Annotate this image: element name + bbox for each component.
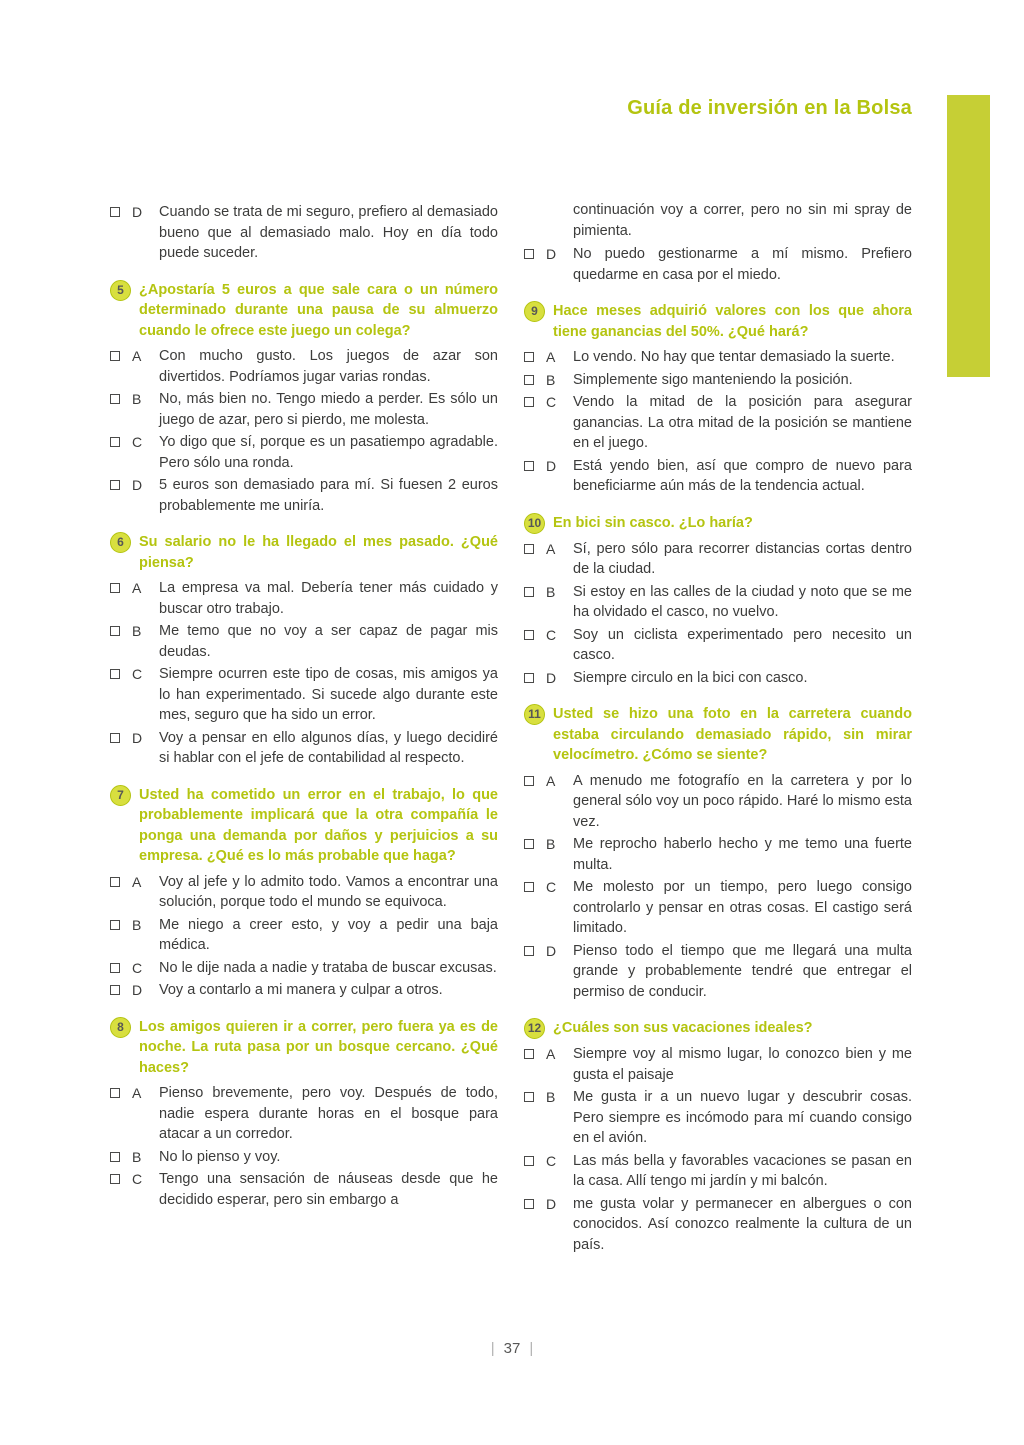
question-header [110, 785, 498, 867]
option-letter: D [132, 982, 143, 998]
option-letter: B [132, 1148, 142, 1165]
option-letter: C [546, 394, 557, 410]
checkbox-icon [524, 544, 534, 554]
content-columns [110, 200, 912, 1257]
option-text: Sí, pero sólo para recorrer distancias cortas dentro de la ciudad. [573, 540, 912, 577]
checkbox-icon [524, 946, 534, 956]
checkbox-icon [110, 207, 120, 217]
option-text: Voy a pensar en ello algunos días, y luego decidiré si hablar con el jefe de contabilidad al respecto. [159, 729, 498, 766]
answer-option [110, 915, 498, 956]
page-number: 37 [503, 1340, 521, 1357]
checkbox-icon [524, 1156, 534, 1166]
option-text: Está yendo bien, así que compro de nuevo para beneficiarme aún más de la tendencia actual. [573, 457, 912, 494]
answer-option [110, 1169, 498, 1210]
right-column [524, 200, 912, 1257]
option-text: Pienso todo el tiempo que me llegará una multa grande y probablemente tendré que entregar el permiso de conducir. [573, 942, 912, 1000]
answer-option [524, 456, 912, 497]
question-number-badge: 8 [110, 1017, 131, 1038]
answer-option [110, 664, 498, 726]
answer-option [524, 244, 912, 285]
answer-option [110, 958, 498, 979]
option-text: Siempre circulo en la bici con casco. [573, 669, 808, 686]
checkbox-icon [110, 733, 120, 743]
checkbox-icon [110, 626, 120, 636]
question-text: En bici sin casco. ¿Lo haría? [553, 514, 753, 531]
question-text: Hace meses adquirió valores con los que ahora tiene ganancias del 50%. ¿Qué hará? [553, 303, 912, 340]
answer-option [110, 980, 498, 1001]
option-text: Simplemente sigo manteniendo la posición. [573, 371, 853, 388]
question-header [524, 513, 912, 534]
answer-option [110, 389, 498, 430]
option-text: Me niego a creer esto, y voy a pedir una baja médica. [159, 916, 498, 953]
answer-option [110, 728, 498, 769]
question-header [110, 532, 498, 573]
question-number-badge: 9 [524, 301, 545, 322]
option-letter: D [132, 477, 143, 493]
question-text: Usted ha cometido un error en el trabajo, lo que probablemente implicará que la otra compañía le ponga una demanda por daños y perjuicios a su empresa. ¿Qué es lo más probable que haga? [139, 786, 498, 864]
checkbox-icon [110, 351, 120, 361]
question-header [524, 301, 912, 342]
question-block [524, 1018, 912, 1255]
question-header [110, 280, 498, 342]
option-letter: C [132, 434, 143, 450]
option-letter: C [546, 1152, 557, 1169]
option-letter: C [132, 959, 143, 976]
option-text: Yo digo que sí, porque es un pasatiempo agradable. Pero sólo una ronda. [159, 434, 498, 471]
option-text: Con mucho gusto. Los juegos de azar son divertidos. Podríamos jugar varias rondas. [159, 348, 498, 385]
checkbox-icon [110, 963, 120, 973]
option-letter: A [132, 348, 142, 364]
answer-option [524, 392, 912, 454]
option-text: Lo vendo. No hay que tentar demasiado la suerte. [573, 349, 895, 365]
answer-option [524, 1044, 912, 1085]
checkbox-icon [524, 249, 534, 259]
checkbox-icon [110, 1174, 120, 1184]
option-text: Me molesto por un tiempo, pero luego consigo controlarlo y pensar en otras cosas. El castigo será limitado. [573, 879, 912, 936]
option-letter: C [546, 879, 557, 895]
answer-option [110, 621, 498, 662]
question-text: Su salario no le ha llegado el mes pasado. ¿Qué piensa? [139, 534, 498, 571]
option-text: No le dije nada a nadie y trataba de buscar excusas. [159, 959, 497, 976]
option-letter: B [546, 371, 556, 388]
question-block [110, 1017, 498, 1211]
continuation-text: continuación voy a correr, pero no sin mi spray de pimienta. [573, 202, 912, 239]
option-text: Siempre ocurren este tipo de cosas, mis amigos ya lo han experimentado. Si sucede algo durante este mes, seguro que ha sido un error. [159, 666, 498, 723]
checkbox-icon [524, 397, 534, 407]
question-header [524, 704, 912, 766]
checkbox-icon [110, 669, 120, 679]
question-text: ¿Apostaría 5 euros a que sale cara o un número determinado durante una pausa de su almuerzo cuando le ofrece este juego un colega? [139, 281, 498, 339]
option-text: No lo pienso y voy. [159, 1148, 281, 1165]
checkbox-icon [524, 1049, 534, 1059]
footer-separator: | [529, 1340, 534, 1357]
option-letter: A [132, 580, 142, 596]
checkbox-icon [524, 375, 534, 385]
answer-option [524, 539, 912, 580]
checkbox-icon [110, 877, 120, 887]
option-letter: C [132, 1171, 143, 1187]
checkbox-icon [524, 839, 534, 849]
question-number-badge: 7 [110, 785, 131, 806]
answer-option [524, 347, 912, 368]
option-letter: B [546, 1089, 556, 1105]
option-text: Vendo la mitad de la posición para asegurar ganancias. La otra mitad de la posición se mantiene en el juego. [573, 394, 912, 451]
option-letter: A [546, 349, 556, 365]
option-text: me gusta volar y permanecer en albergues o con conocidos. Así conozco realmente la cultura de un país. [573, 1195, 912, 1253]
question-number-badge: 6 [110, 532, 131, 553]
option-letter: B [546, 583, 556, 600]
option-text: Voy a contarlo a mi manera y culpar a otros. [159, 982, 443, 998]
question-number-badge: 12 [524, 1018, 545, 1039]
question-block [110, 785, 498, 1001]
answer-option [524, 1194, 912, 1256]
checkbox-icon [110, 920, 120, 930]
option-letter: A [132, 873, 142, 890]
option-letter: B [132, 623, 142, 639]
option-text: Pienso brevemente, pero voy. Después de todo, nadie espera durante horas en el bosque para atacar a un corredor. [159, 1085, 498, 1142]
checkbox-icon [524, 587, 534, 597]
option-letter: D [546, 457, 557, 474]
checkbox-icon [110, 583, 120, 593]
option-letter: C [132, 666, 143, 682]
option-letter: A [546, 1046, 556, 1062]
answer-option [110, 432, 498, 473]
question-header [524, 1018, 912, 1039]
checkbox-icon [110, 394, 120, 404]
question-number-badge: 10 [524, 513, 545, 534]
option-letter: D [546, 246, 557, 262]
question-block [524, 301, 912, 497]
option-text: Me gusta ir a un nuevo lugar y descubrir cosas. Pero siempre es incómodo para mí cuando consigo en el avión. [573, 1089, 912, 1146]
answer-option [110, 1147, 498, 1168]
answer-option [524, 668, 912, 689]
option-letter: D [132, 729, 143, 746]
checkbox-icon [110, 437, 120, 447]
question-text: Los amigos quieren ir a correr, pero fuera ya es de noche. La ruta pasa por un bosque cercano. ¿Qué haces? [139, 1018, 498, 1076]
answer-option [524, 1087, 912, 1149]
question-block [524, 513, 912, 689]
option-letter: B [132, 391, 142, 407]
option-letter: D [546, 942, 557, 959]
option-text: Cuando se trata de mi seguro, prefiero al demasiado bueno que al demasiado malo. Hoy en día todo puede suceder. [159, 204, 498, 261]
question-block [524, 704, 912, 1002]
option-text: No puedo gestionarme a mí mismo. Prefiero quedarme en casa por el miedo. [573, 246, 912, 283]
answer-option [524, 625, 912, 666]
left-column [110, 200, 498, 1257]
checkbox-icon [110, 480, 120, 490]
option-text: Voy al jefe y lo admito todo. Vamos a encontrar una solución, porque todo el mundo se equivoca. [159, 873, 498, 910]
option-text: Si estoy en las calles de la ciudad y noto que se me ha olvidado el casco, no vuelvo. [573, 583, 912, 620]
option-text: Soy un ciclista experimentado pero necesito un casco. [573, 626, 912, 663]
answer-option [110, 872, 498, 913]
option-letter: B [132, 916, 142, 933]
option-text: A menudo me fotografío en la carretera y por lo general sólo voy un poco rápido. Haré lo mismo esta vez. [573, 772, 912, 830]
checkbox-icon [524, 352, 534, 362]
checkbox-icon [524, 1092, 534, 1102]
option-letter: C [546, 626, 557, 643]
option-letter: D [132, 204, 143, 220]
answer-option [524, 370, 912, 391]
option-letter: A [546, 540, 556, 557]
answer-option [524, 1151, 912, 1192]
answer-option [110, 202, 498, 264]
answer-option [524, 834, 912, 875]
checkbox-icon [524, 882, 534, 892]
page-title: Guía de inversión en la Bolsa [627, 97, 912, 119]
option-text: 5 euros son demasiado para mí. Si fuesen 2 euros probablemente me uniría. [159, 477, 498, 514]
option-text: Me temo que no voy a ser capaz de pagar mis deudas. [159, 623, 498, 660]
option-text: No, más bien no. Tengo miedo a perder. Es sólo un juego de azar, pero si pierdo, me molesta. [159, 391, 498, 428]
question-number-badge: 5 [110, 280, 131, 301]
option-letter: D [546, 669, 557, 686]
option-text: Las más bella y favorables vacaciones se pasan en la casa. Allí tengo mi jardín y mi balcón. [573, 1152, 912, 1189]
answer-option [110, 346, 498, 387]
question-block [110, 280, 498, 517]
answer-option [524, 877, 912, 939]
option-letter: A [546, 772, 556, 789]
accent-sidebar-decoration [947, 95, 990, 377]
page-footer [0, 1340, 1024, 1357]
option-letter: D [546, 1195, 557, 1212]
question-block [110, 532, 498, 769]
question-text: Usted se hizo una foto en la carretera cuando estaba circulando demasiado rápido, sin mirar velocímetro. ¿Cómo se siente? [553, 706, 912, 763]
checkbox-icon [110, 1088, 120, 1098]
question-number-badge: 11 [524, 704, 545, 725]
checkbox-icon [524, 1199, 534, 1209]
answer-option [524, 771, 912, 833]
option-letter: B [546, 836, 556, 852]
checkbox-icon [110, 1152, 120, 1162]
option-letter: A [132, 1085, 142, 1101]
answer-option [110, 1083, 498, 1145]
option-text: Me reprocho haberlo hecho y me temo una fuerte multa. [573, 836, 912, 873]
checkbox-icon [524, 776, 534, 786]
option-text: Tengo una sensación de náuseas desde que he decidido esperar, pero sin embargo a [159, 1171, 498, 1208]
answer-option [524, 582, 912, 623]
checkbox-icon [524, 630, 534, 640]
question-text: ¿Cuáles son sus vacaciones ideales? [553, 1020, 813, 1036]
question-header [110, 1017, 498, 1079]
footer-separator: | [490, 1340, 495, 1357]
answer-option [110, 578, 498, 619]
option-text: Siempre voy al mismo lugar, lo conozco bien y me gusta el paisaje [573, 1046, 912, 1083]
option-text: La empresa va mal. Debería tener más cuidado y buscar otro trabajo. [159, 580, 498, 617]
answer-option [524, 941, 912, 1003]
checkbox-icon [110, 985, 120, 995]
checkbox-icon [524, 461, 534, 471]
checkbox-icon [524, 673, 534, 683]
answer-option [110, 475, 498, 516]
